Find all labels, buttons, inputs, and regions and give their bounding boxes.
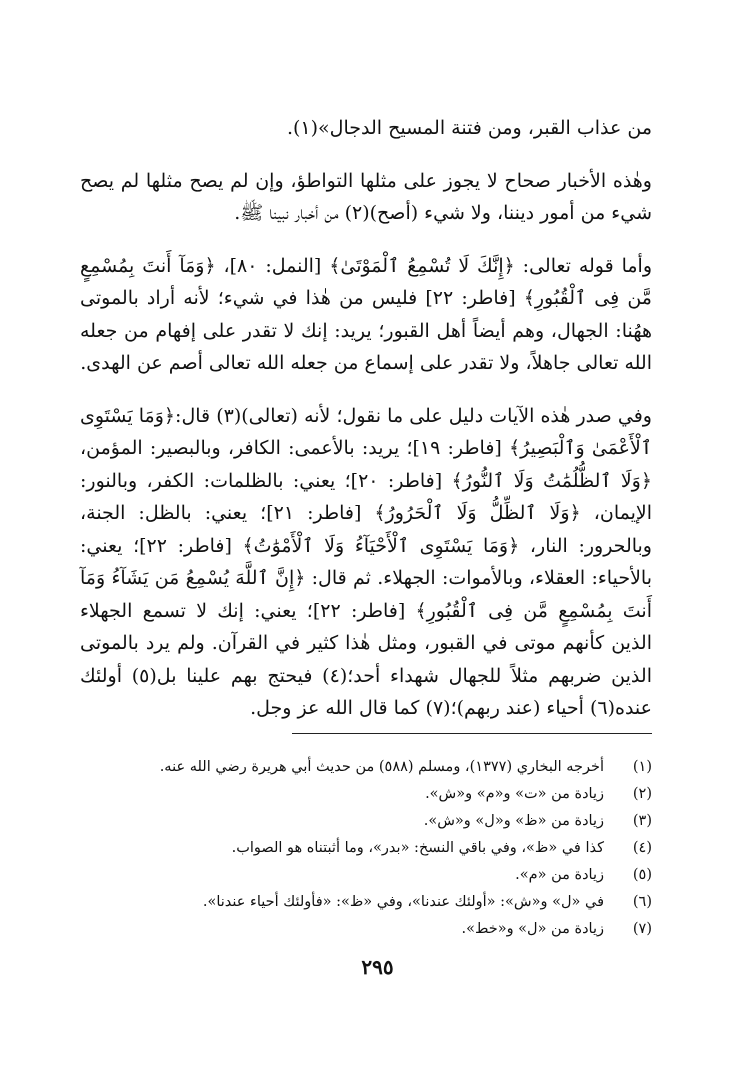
footnotes <box>80 754 652 943</box>
paragraph-2: وهٰذه الأخبار صحاح لا يجوز على مثلها التواطؤ، وإن لم يصح مثلها لم يصح شيء من أمور ديننا، ولا شيء (أصح)(٢) من أخبار نبينا ﷺ. <box>80 169 652 224</box>
footnote-7 <box>80 916 652 943</box>
footnote-4 <box>80 835 652 862</box>
footnote-number: (٦) <box>632 893 652 910</box>
page-number: ٢٩٥ <box>361 955 394 979</box>
footnote-number: (٤) <box>632 839 652 856</box>
footnote-number: (٣) <box>632 812 652 829</box>
footnote-1 <box>80 754 652 781</box>
footnote-number: (٧) <box>632 920 652 937</box>
footnote-text: زيادة من «ظ» و«ل» و«ش». <box>423 812 604 829</box>
paragraph-4: وفي صدر هٰذه الآيات دليل على ما نقول؛ لأنه (تعالى)(٣) قال:﴿وَمَا يَسْتَوِى ٱلْأَعْمَىٰ وَٱلْبَصِيرُ﴾ [فاطر: ١٩]؛ يريد: بالأعمى: الكافر، وبالبصير: المؤمن، ﴿وَلَا ٱلظُّلُمَٰتُ وَلَا ٱلنُّورُ﴾ [فاطر: ٢٠]؛ يعني: بالظلمات: الكفر، وبالنور: الإيمان، ﴿وَلَا ٱلظِّلُّ وَلَا ٱلْحَرُورُ﴾ [فاطر: ٢١]؛ يعني: بالظل: الجنة، وبالحرور: النار، ﴿وَمَا يَسْتَوِى ٱلْأَحْيَآءُ وَلَا ٱلْأَمْوَٰتُ﴾ [فاطر: ٢٢]؛ يعني: بالأحياء: العقلاء، وبالأموات: الجهلاء. ثم قال: ﴿إِنَّ ٱللَّهَ يُسْمِعُ مَن يَشَآءُ وَمَآ أَنتَ بِمُسْمِعٍ مَّن فِى ٱلْقُبُورِ﴾ [فاطر: ٢٢]؛ يعني: إنك لا تسمع الجهلاء الذين كأنهم موتى في القبور، ومثل هٰذا كثير في القرآن. ولم يرد بالموتى الذين ضربهم مثلاً للجهال شهداء أحد؛(٤) فيحتج بهم علينا بل(٥) أولئك عنده(٦) أحياء (عند ربهم)؛(٧) كما قال الله عز وجل. <box>80 404 652 719</box>
footnote-separator <box>292 733 652 734</box>
footnote-number: (٢) <box>632 785 652 802</box>
paragraph-1: من عذاب القبر، ومن فتنة المسيح الدجال»(١). <box>286 117 652 139</box>
footnote-text: زيادة من «م». <box>515 866 604 883</box>
footnote-6 <box>80 889 652 916</box>
paragraph-3: وأما قوله تعالى: ﴿إِنَّكَ لَا تُسْمِعُ ٱلْمَوْتَىٰ﴾ [النمل: ٨٠]، ﴿وَمَآ أَنتَ بِمُسْمِعٍ مَّن فِى ٱلْقُبُورِ﴾ [فاطر: ٢٢] فليس من هٰذا في شيء؛ لأنه أراد بالموتى ههُنا: الجهال، وهم أيضاً أهل القبور؛ يريد: إنك لا تقدر على إفهام من جعله الله تعالى جاهلاً، ولا تقدر على إسماع من جعله الله تعالى أصم عن الهدى. <box>80 254 653 374</box>
footnote-2 <box>80 781 652 808</box>
footnote-text: زيادة من «ل» و«خط». <box>461 920 604 937</box>
footnote-5 <box>80 862 652 889</box>
footnote-text: في «ل» و«ش»: «أولئك عندنا»، وفي «ظ»: «فأولئك أحياء عندنا». <box>202 893 604 910</box>
footnote-text: كذا في «ظ»، وفي باقي النسخ: «بدر»، وما أثبتناه هو الصواب. <box>231 839 604 856</box>
footnote-number: (٥) <box>632 866 652 883</box>
footnote-text: زيادة من «ت» و«م» و«ش». <box>425 785 604 802</box>
footnote-text: أخرجه البخاري (١٣٧٧)، ومسلم (٥٨٨) من حديث أبي هريرة رضي الله عنه. <box>159 758 604 775</box>
footnote-3 <box>80 808 652 835</box>
footnote-number: (١) <box>632 758 652 775</box>
